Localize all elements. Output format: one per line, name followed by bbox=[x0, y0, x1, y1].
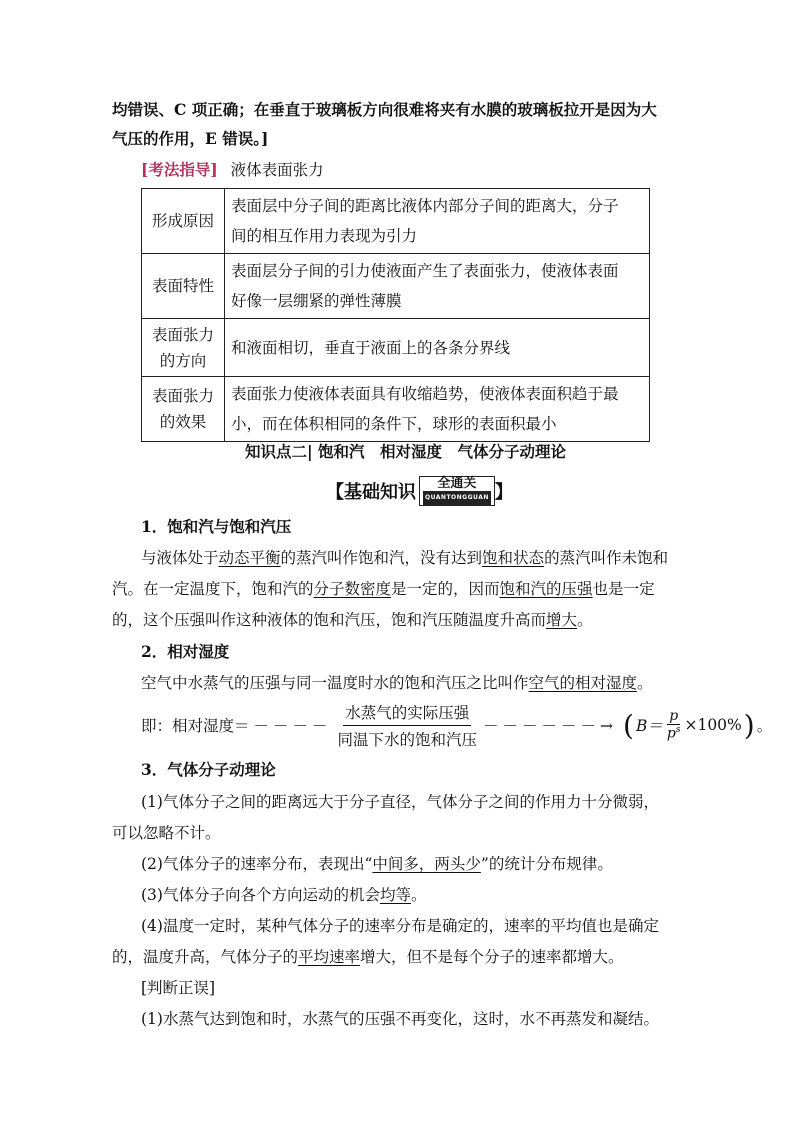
table-row bbox=[142, 189, 650, 254]
row-head-text: 表面张力的效果 bbox=[151, 387, 214, 431]
ps-denominator bbox=[667, 725, 681, 742]
section-3-p2 bbox=[141, 853, 613, 875]
surface-tension-table bbox=[141, 188, 650, 442]
text: 与液体处于 bbox=[141, 549, 219, 567]
text: 的，这个压强叫作这种液体的饱和汽压，饱和汽压随温度升高而 bbox=[112, 611, 547, 629]
fraction-denominator: 同温下水的饱和汽压 bbox=[337, 730, 478, 749]
underlined-term: 饱和状态 bbox=[482, 549, 545, 567]
row-content bbox=[225, 377, 650, 442]
paren-close: ) bbox=[743, 708, 755, 742]
content-line: 表面层分子间的引力使液面产生了表面张力，使液体表面 bbox=[231, 262, 619, 280]
row-head: 表面特性 bbox=[142, 254, 225, 319]
section-3-p3 bbox=[141, 884, 427, 906]
badge-main: 全通关 bbox=[437, 476, 477, 491]
p-numerator: p bbox=[669, 708, 679, 725]
judge-question-1: (1)水蒸气达到饱和时，水蒸气的压强不再变化，这时，水不再蒸发和凝结。 bbox=[141, 1010, 659, 1028]
content-line: 和液面相切，垂直于液面上的各条分界线 bbox=[231, 338, 511, 357]
section-2-line-1 bbox=[141, 672, 653, 694]
formula-fraction bbox=[338, 701, 478, 750]
table-row bbox=[142, 319, 650, 377]
guide-title: 液体表面张力 bbox=[230, 161, 324, 179]
row-head: 形成原因 bbox=[142, 189, 225, 254]
basic-knowledge-banner bbox=[326, 477, 513, 505]
fraction-numerator: 水蒸气的实际压强 bbox=[343, 701, 471, 726]
p-over-ps bbox=[667, 708, 681, 742]
underlined-term: 增大 bbox=[546, 611, 578, 629]
judge-title: [判断正误] bbox=[141, 979, 216, 997]
row-content bbox=[225, 189, 650, 254]
intro-line-2: 气压的作用，E 错误。] bbox=[112, 129, 269, 148]
text: (2)气体分子的速率分布，表现出“ bbox=[141, 855, 373, 873]
section-3-title: 3．气体分子动理论 bbox=[141, 760, 276, 779]
relative-humidity-formula bbox=[141, 702, 772, 748]
row-content bbox=[225, 254, 650, 319]
content-line: 好像一层绷紧的弹性薄膜 bbox=[231, 292, 402, 310]
ps-base: p bbox=[666, 725, 676, 742]
row-head bbox=[142, 319, 225, 377]
text: 空气中水蒸气的压强与同一温度时水的饱和汽压之比叫作 bbox=[141, 674, 529, 692]
guide-heading bbox=[141, 159, 324, 181]
text: 汽。在一定温度下，饱和汽的 bbox=[112, 580, 314, 598]
paren-open: ( bbox=[623, 708, 634, 742]
formula-b: B＝ bbox=[635, 717, 663, 735]
formula-prefix: 即：相对湿度＝ bbox=[141, 717, 250, 735]
formula-arrow: －－－－－－→ bbox=[483, 717, 618, 735]
content-line: 表面层中分子间的距离比液体内部分子间的距离大，分子 bbox=[231, 197, 619, 215]
text: 。 bbox=[577, 611, 593, 629]
section-1-title: 1．饱和汽与饱和汽压 bbox=[141, 517, 292, 536]
knowledge-point-title: 知识点二| 饱和汽 相对湿度 气体分子动理论 bbox=[245, 442, 567, 461]
text: 的，温度升高，气体分子的 bbox=[112, 948, 299, 966]
underlined-term: 饱和汽的压强 bbox=[499, 580, 593, 598]
guide-label: [考法指导] bbox=[141, 160, 218, 179]
content-line: 间的相互作用力表现为引力 bbox=[231, 227, 418, 245]
row-head-text: 表面张力的方向 bbox=[151, 325, 214, 370]
formula-dashes: －－－－ bbox=[253, 717, 332, 735]
content-line: 表面张力使液体表面具有收缩趋势，使液体表面积趋于最 bbox=[231, 385, 619, 403]
banner-close: 】 bbox=[494, 482, 513, 503]
section-1-line-3 bbox=[112, 609, 593, 631]
section-3-p4-line-1: (4)温度一定时，某种气体分子的速率分布是确定的，速率的平均值也是确定 bbox=[141, 917, 659, 935]
intro-line-1: 均错误、C 项正确；在垂直于玻璃板方向很难将夹有水膜的玻璃板拉开是因为大 bbox=[112, 100, 657, 119]
banner-text: 【基础知识 bbox=[326, 482, 416, 503]
row-head bbox=[142, 377, 225, 442]
table-row bbox=[142, 377, 650, 442]
section-2-title: 2．相对湿度 bbox=[141, 642, 230, 661]
row-content bbox=[225, 319, 650, 377]
underlined-term: 动态平衡 bbox=[218, 549, 281, 567]
text: ”的统计分布规律。 bbox=[480, 855, 613, 873]
text: 。 bbox=[410, 886, 427, 904]
underlined-term: 分子数密度 bbox=[313, 580, 392, 598]
text: 增大，但不是每个分子的速率都增大。 bbox=[360, 948, 624, 966]
underlined-term: 中间多，两头少 bbox=[372, 855, 481, 873]
underlined-term: 平均速率 bbox=[298, 948, 361, 966]
text: 是一定的，因而 bbox=[391, 580, 500, 598]
section-1-line-2 bbox=[112, 578, 655, 600]
ps-sup: s bbox=[675, 725, 681, 736]
text: (3)气体分子向各个方向运动的机会 bbox=[141, 886, 380, 904]
text: 的蒸汽叫作饱和汽，没有达到 bbox=[280, 549, 483, 567]
section-3-p4-line-2 bbox=[112, 946, 624, 968]
section-3-p1-line-2: 可以忽略不计。 bbox=[112, 824, 221, 842]
section-3-p1-line-1: (1)气体分子之间的距离远大于分子直径，气体分子之间的作用力十分微弱， bbox=[141, 793, 659, 811]
formula-percent: ×100% bbox=[684, 716, 742, 734]
content-line: 小，而在体积相同的条件下，球形的表面积最小 bbox=[231, 415, 557, 433]
underlined-term: 空气的相对湿度 bbox=[528, 674, 638, 692]
banner-badge bbox=[419, 476, 495, 506]
badge-sub: QUANTONGGUAN bbox=[423, 491, 491, 505]
text: 也是一定 bbox=[592, 580, 655, 598]
formula-end: 。 bbox=[756, 717, 773, 735]
text: 的蒸汽叫作未饱和 bbox=[544, 549, 669, 567]
underlined-term: 均等 bbox=[379, 886, 411, 904]
table-row bbox=[142, 254, 650, 319]
section-1-line-1 bbox=[141, 547, 668, 569]
text: 。 bbox=[637, 674, 653, 692]
